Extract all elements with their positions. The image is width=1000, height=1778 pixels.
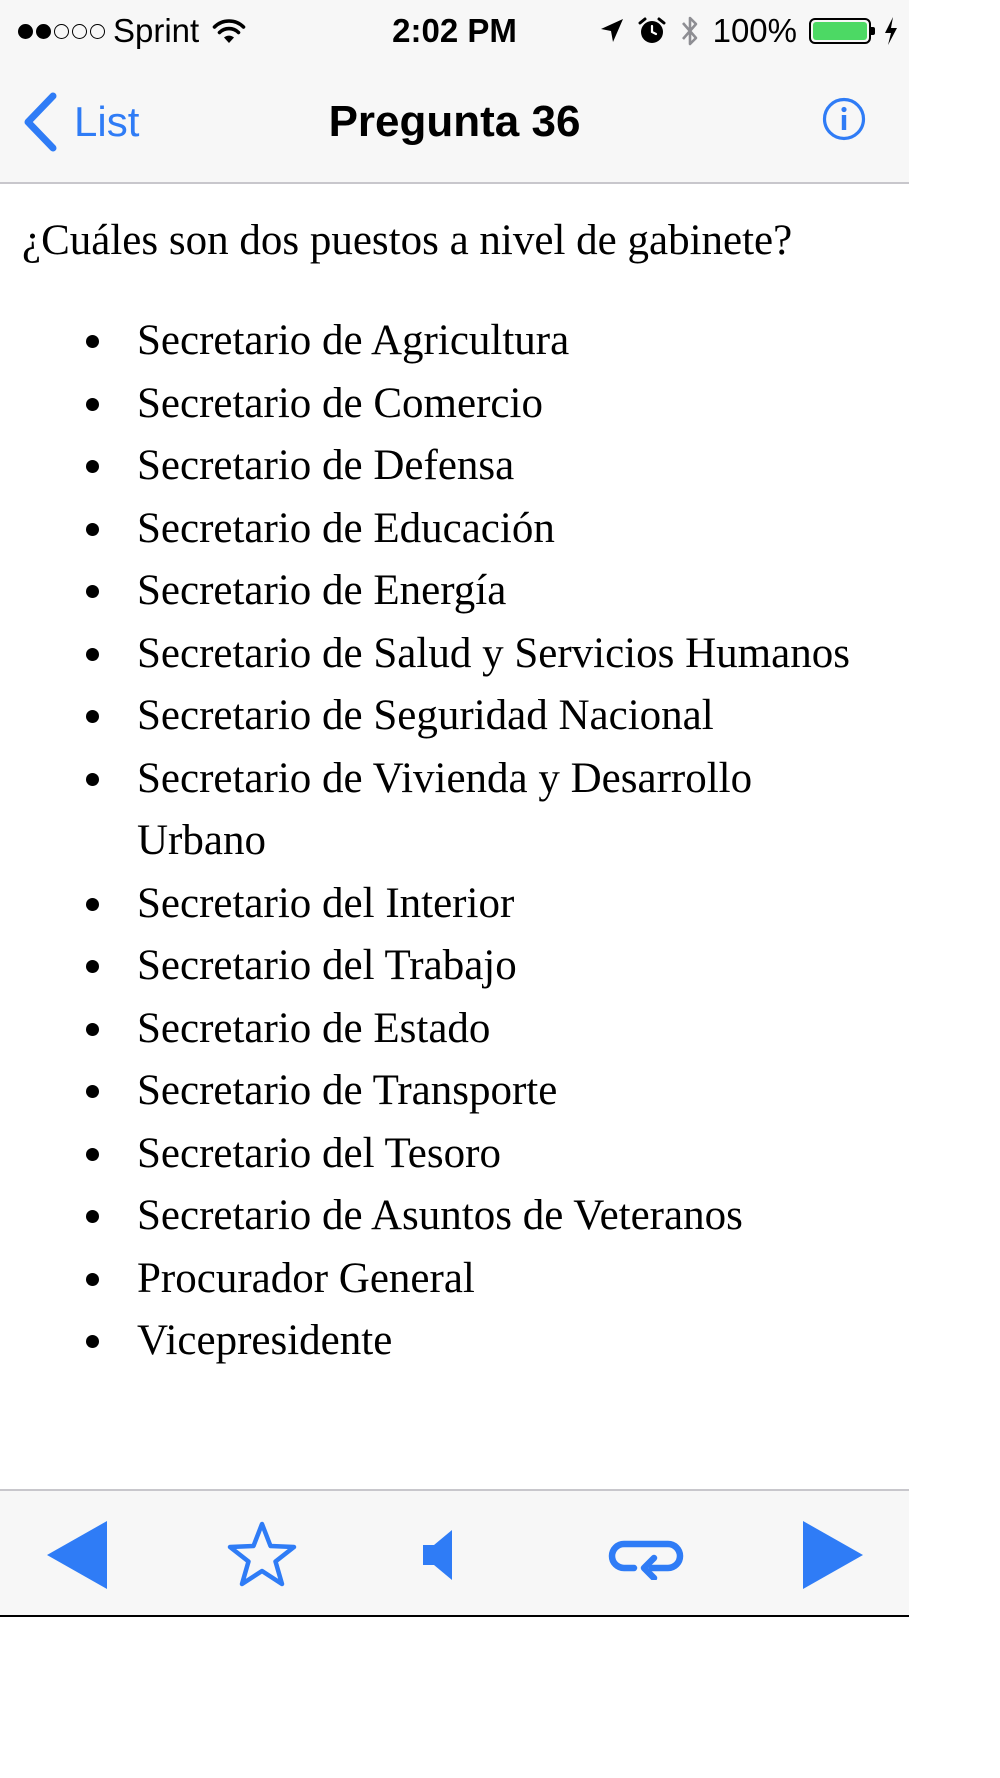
answer-text: Secretario de Agricultura <box>137 317 570 364</box>
answer-text: Secretario de Seguridad Nacional <box>137 692 714 739</box>
bullet-icon <box>86 1085 99 1098</box>
bullet-icon <box>86 1148 99 1161</box>
bullet-icon <box>86 1023 99 1036</box>
location-arrow-icon <box>599 17 625 45</box>
page-title: Pregunta 36 <box>328 97 581 146</box>
next-button[interactable] <box>798 1515 868 1595</box>
answer-text: Secretario de Asuntos de Veteranos <box>137 1192 743 1239</box>
bullet-icon <box>86 585 99 598</box>
star-icon <box>226 1520 298 1590</box>
bullet-icon <box>86 773 99 786</box>
answer-text: Secretario del Tesoro <box>137 1129 501 1177</box>
answer-item <box>0 623 909 686</box>
answer-list <box>0 310 909 1373</box>
battery-icon <box>809 18 871 44</box>
answer-item <box>0 873 909 936</box>
answer-text: Secretario del Trabajo <box>137 942 517 989</box>
answer-text: Vicepresidente <box>137 1317 393 1364</box>
answer-item <box>0 560 909 623</box>
answer-item <box>0 435 909 498</box>
repeat-button[interactable] <box>606 1515 686 1595</box>
repeat-icon <box>608 1530 684 1580</box>
answer-text: Secretario de Educación <box>137 504 555 552</box>
answer-item <box>0 935 909 998</box>
audio-button[interactable] <box>410 1515 470 1595</box>
bullet-icon <box>86 1335 99 1348</box>
bluetooth-icon <box>679 14 701 48</box>
info-icon[interactable] <box>821 96 867 142</box>
status-time: 2:02 PM <box>392 12 517 49</box>
bullet-icon <box>86 335 99 348</box>
answer-item <box>0 498 909 561</box>
answer-text: Secretario de Vivienda y Desarrollo Urbano <box>137 754 753 864</box>
bullet-icon <box>86 960 99 973</box>
favorite-button[interactable] <box>222 1515 302 1595</box>
answer-text: Secretario de Transporte <box>137 1067 558 1114</box>
status-bar-right <box>599 10 899 52</box>
navigation-bar <box>0 62 909 184</box>
battery-nub <box>871 27 875 35</box>
next-icon <box>801 1519 865 1591</box>
back-button-label: List <box>74 98 140 145</box>
bullet-icon <box>86 1273 99 1286</box>
answer-item <box>0 1310 909 1373</box>
alarm-icon <box>637 16 667 46</box>
bullet-icon <box>86 1210 99 1223</box>
bullet-icon <box>86 710 99 723</box>
carrier-name: Sprint <box>113 12 200 49</box>
question-text: ¿Cuáles son dos puestos a nivel de gabinete? <box>22 217 793 264</box>
bullet-icon <box>86 648 99 661</box>
bullet-icon <box>86 460 99 473</box>
answer-text: Secretario del Interior <box>137 879 515 927</box>
status-bar <box>0 0 909 62</box>
answer-item <box>0 1185 909 1248</box>
screen-edge <box>909 0 910 1617</box>
answer-text: Secretario de Comercio <box>137 379 543 427</box>
charging-bolt-icon <box>883 16 899 46</box>
answer-item <box>0 748 909 873</box>
answer-text: Procurador General <box>137 1254 475 1302</box>
answer-item <box>0 685 909 748</box>
previous-icon <box>45 1519 109 1591</box>
answer-item <box>0 1123 909 1186</box>
question-content <box>0 184 909 1489</box>
answer-item <box>0 310 909 373</box>
answer-text: Secretario de Defensa <box>137 442 515 489</box>
answer-item <box>0 1060 909 1123</box>
answer-item <box>0 1248 909 1311</box>
previous-button[interactable] <box>42 1515 112 1595</box>
answer-text: Secretario de Estado <box>137 1004 491 1052</box>
speaker-icon <box>420 1527 460 1583</box>
bottom-toolbar <box>0 1489 909 1617</box>
bullet-icon <box>86 523 99 536</box>
answer-text: Secretario de Energía <box>137 567 507 614</box>
answer-item <box>0 998 909 1061</box>
bullet-icon <box>86 398 99 411</box>
answer-item <box>0 373 909 436</box>
answer-text: Secretario de Salud y Servicios Humanos <box>137 629 850 677</box>
bullet-icon <box>86 898 99 911</box>
battery-level-fill <box>813 22 867 40</box>
battery-percentage: 100% <box>712 12 797 49</box>
